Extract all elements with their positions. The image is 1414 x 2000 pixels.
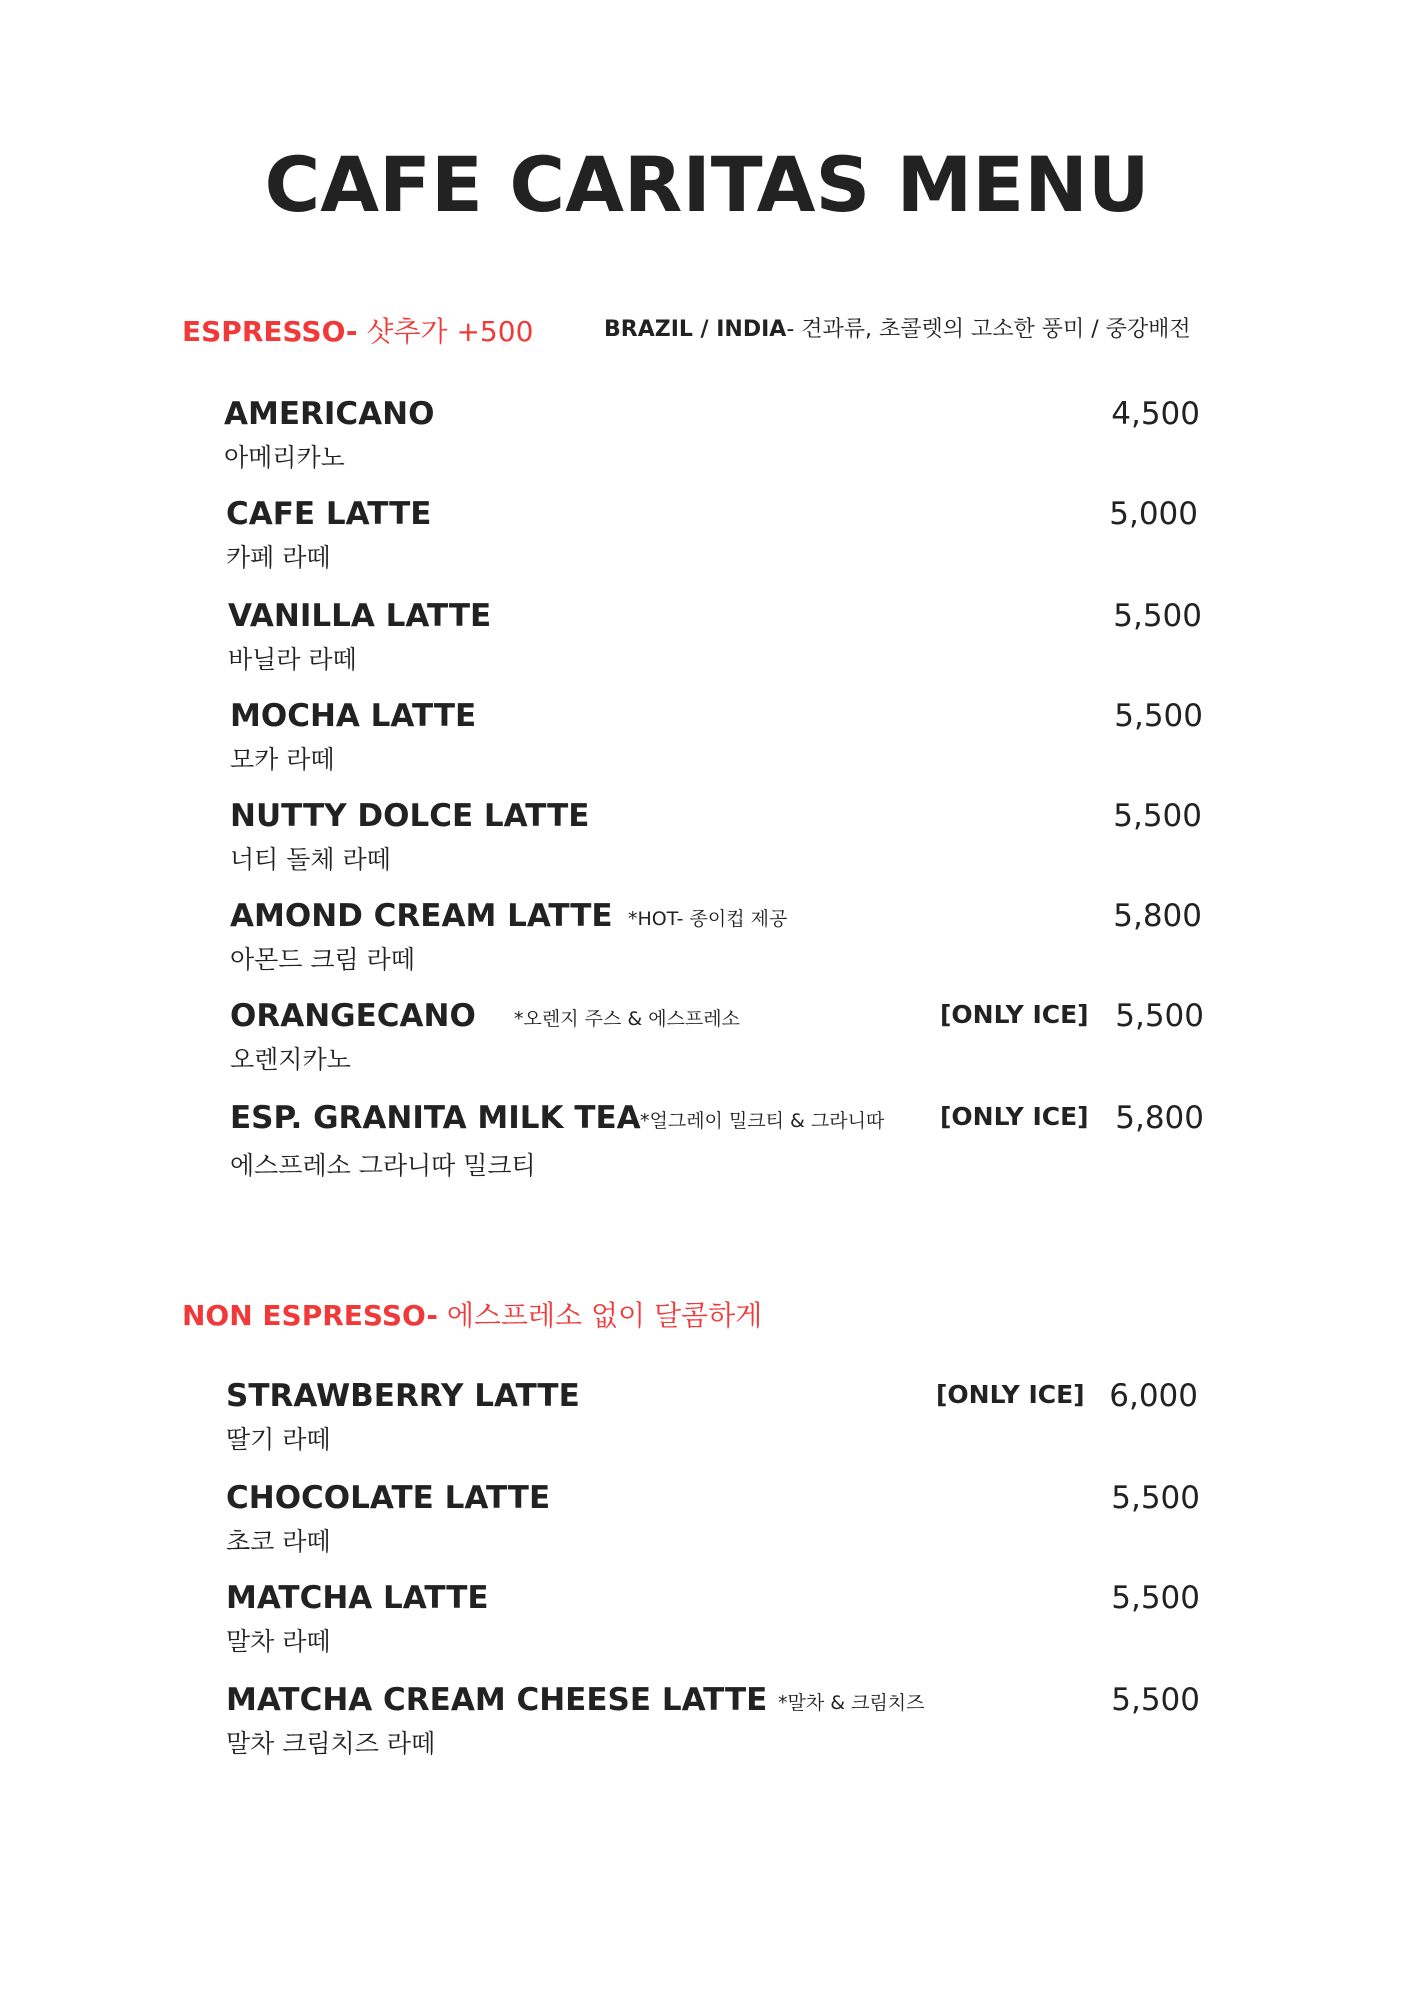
item-korean-name: 말차 라떼 (226, 1627, 331, 1656)
item-note: *말차 & 크림치즈 (778, 1692, 925, 1714)
item-price: 5,000 (1109, 496, 1198, 532)
item-price: 5,500 (1114, 698, 1203, 734)
item-korean-name: 에스프레소 그라니따 밀크티 (230, 1151, 536, 1180)
only-ice-tag: [ONLY ICE] (940, 1000, 1089, 1029)
item-korean-name: 아메리카노 (224, 443, 345, 472)
espresso-section-label: ESPRESSO- (182, 315, 358, 348)
non-espresso-section-label: NON ESPRESSO- (182, 1299, 438, 1332)
item-korean-name: 딸기 라떼 (226, 1425, 331, 1454)
non-espresso-section-sub: 에스프레소 없이 달콤하게 (437, 1299, 763, 1332)
item-name: ESP. GRANITA MILK TEA (230, 1100, 641, 1136)
item-name: CAFE LATTE (226, 496, 432, 532)
item-name: CHOCOLATE LATTE (226, 1480, 551, 1516)
bean-origin-countries: BRAZIL / INDIA (604, 317, 787, 342)
espresso-section-sub: 샷추가 +500 (357, 315, 534, 348)
bean-origin-description: - 견과류, 초콜렛의 고소한 풍미 / 중강배전 (786, 317, 1191, 342)
item-note: *얼그레이 밀크티 & 그라니따 (640, 1110, 885, 1132)
item-name: VANILLA LATTE (228, 598, 492, 634)
item-price: 5,500 (1111, 1682, 1200, 1718)
only-ice-tag: [ONLY ICE] (936, 1380, 1085, 1409)
item-price: 5,800 (1115, 1100, 1204, 1136)
item-price: 6,000 (1109, 1378, 1198, 1414)
item-korean-name: 모카 라떼 (230, 745, 335, 774)
item-korean-name: 바닐라 라떼 (228, 645, 357, 674)
item-price: 5,500 (1113, 598, 1202, 634)
item-korean-name: 말차 크림치즈 라떼 (226, 1729, 436, 1758)
espresso-section-header (182, 310, 533, 350)
item-price: 5,500 (1115, 998, 1204, 1034)
only-ice-tag: [ONLY ICE] (940, 1102, 1089, 1131)
item-price: 5,800 (1113, 898, 1202, 934)
item-note: *HOT- 종이컵 제공 (628, 908, 788, 930)
item-name: AMOND CREAM LATTE (230, 898, 613, 934)
item-name: ORANGECANO (230, 998, 476, 1034)
item-korean-name: 너티 돌체 라떼 (230, 845, 391, 874)
item-name: MOCHA LATTE (230, 698, 477, 734)
item-name: NUTTY DOLCE LATTE (230, 798, 590, 834)
item-korean-name: 아몬드 크림 라떼 (230, 945, 415, 974)
item-price: 5,500 (1111, 1480, 1200, 1516)
item-price: 5,500 (1111, 1580, 1200, 1616)
bean-origin-note (604, 312, 1191, 343)
item-price: 4,500 (1111, 396, 1200, 432)
menu-title: CAFE CARITAS MENU (264, 140, 1150, 229)
non-espresso-section-header (182, 1294, 762, 1334)
item-name: MATCHA CREAM CHEESE LATTE (226, 1682, 768, 1718)
item-note: *오렌지 주스 & 에스프레소 (514, 1008, 740, 1030)
item-name: STRAWBERRY LATTE (226, 1378, 580, 1414)
item-korean-name: 오렌지카노 (230, 1045, 351, 1074)
item-price: 5,500 (1113, 798, 1202, 834)
item-name: MATCHA LATTE (226, 1580, 489, 1616)
item-korean-name: 카페 라떼 (226, 543, 331, 572)
item-korean-name: 초코 라떼 (226, 1527, 331, 1556)
item-name: AMERICANO (224, 396, 435, 432)
